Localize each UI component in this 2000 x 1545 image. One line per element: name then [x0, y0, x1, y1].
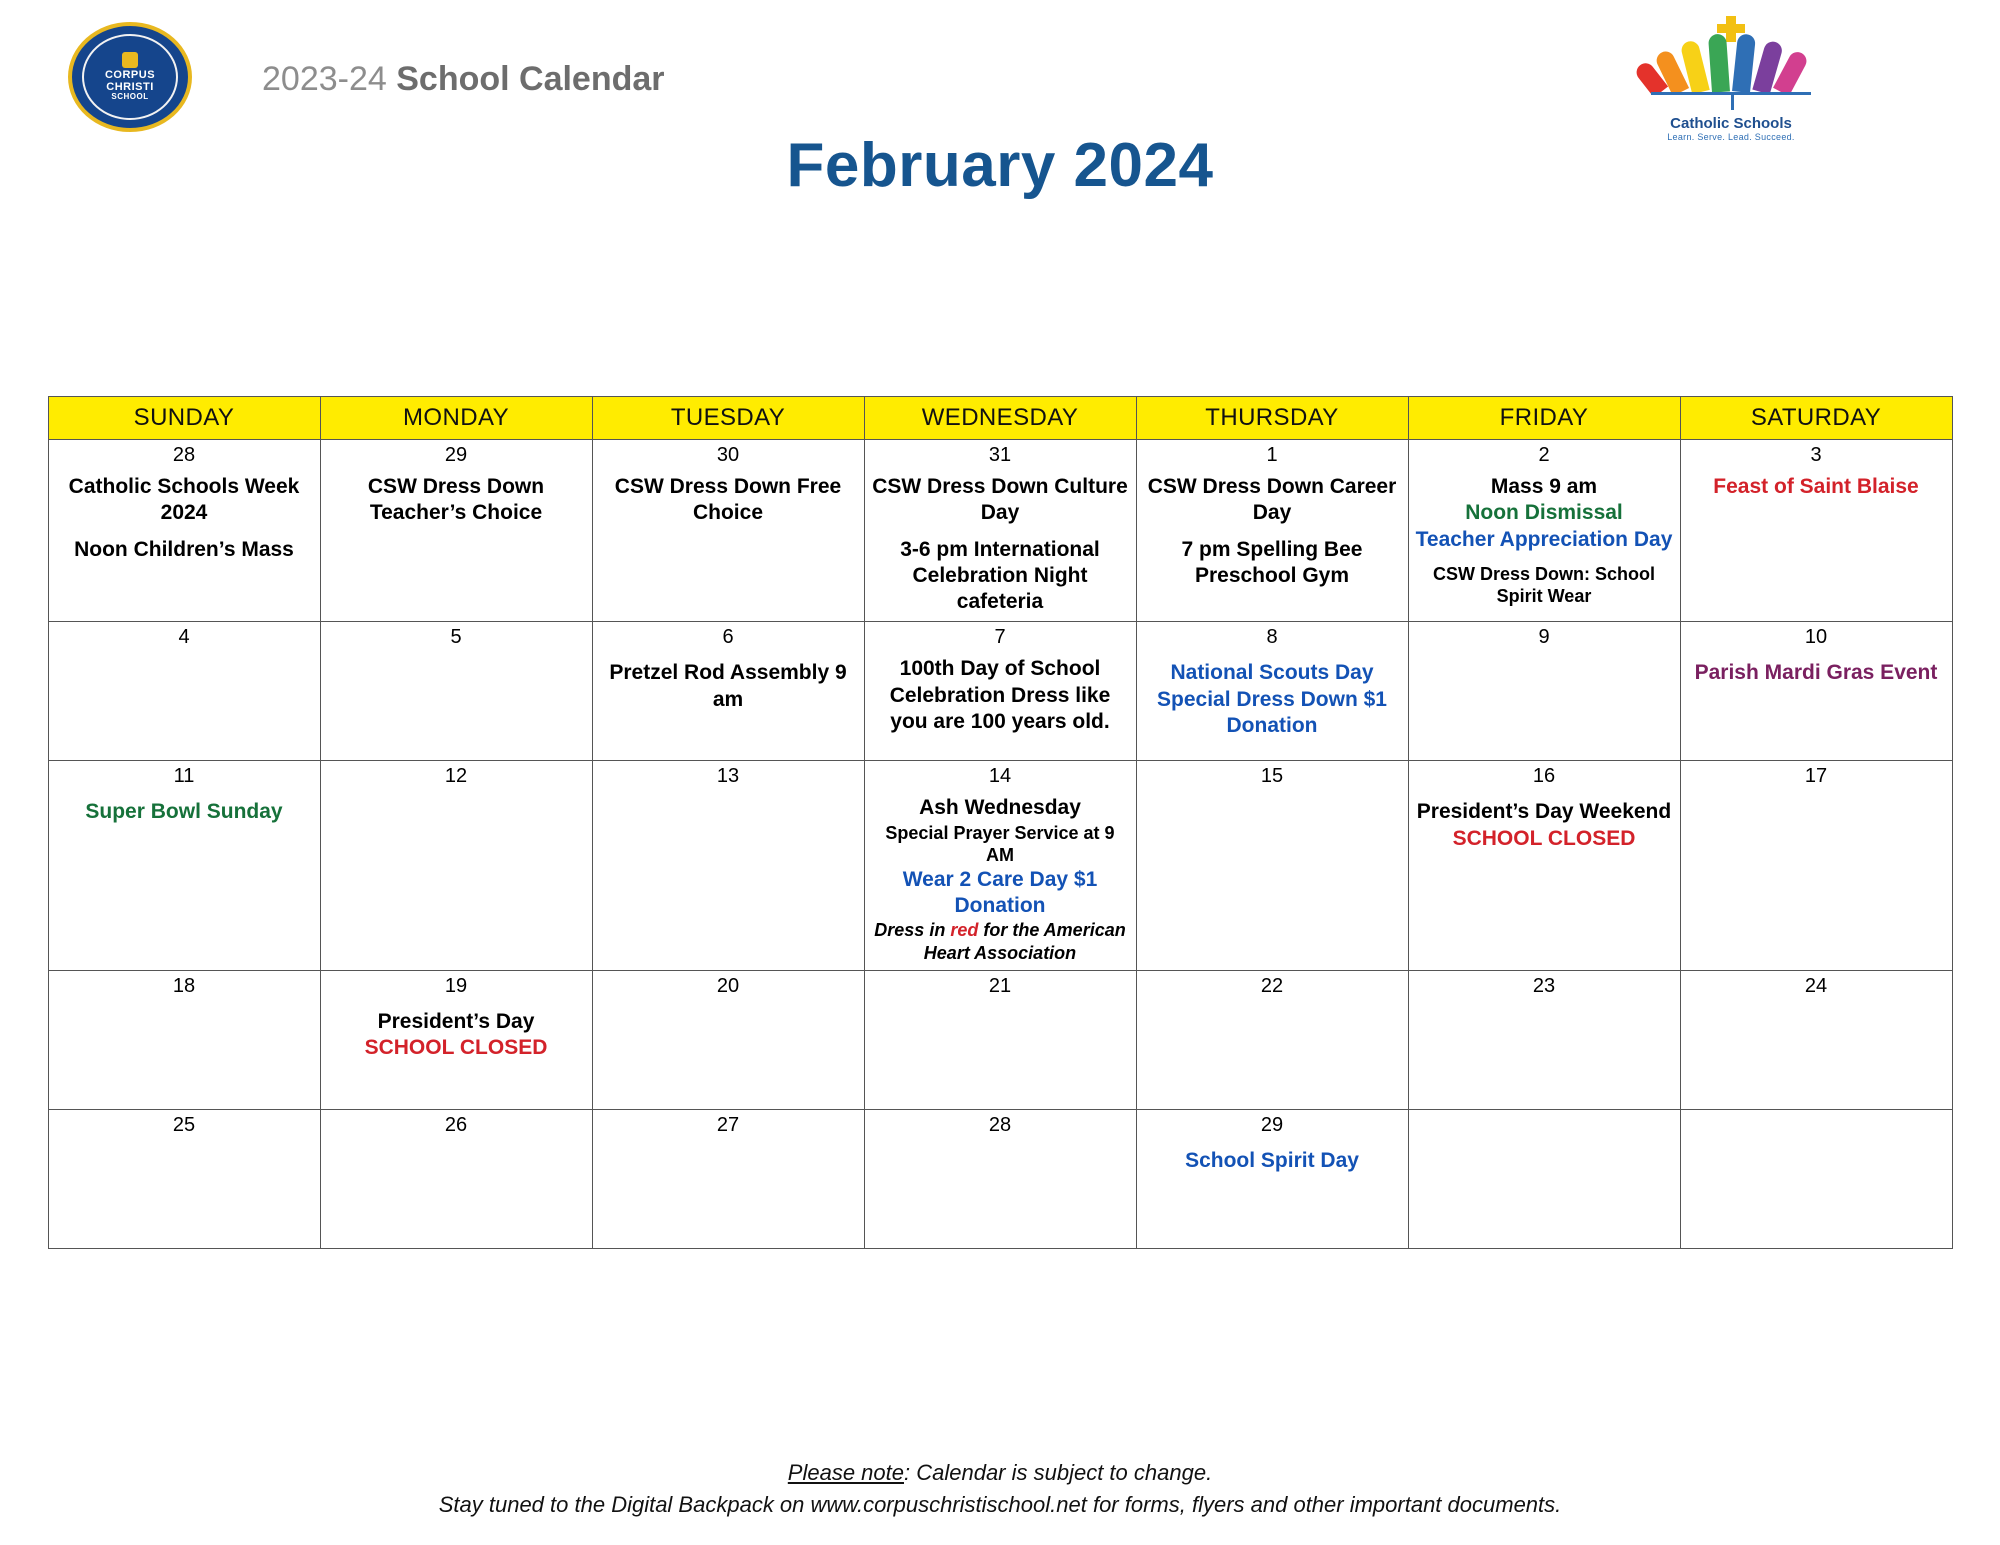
calendar-day-cell[interactable]	[1136, 761, 1408, 971]
day-number: 29	[1260, 1114, 1284, 1136]
calendar-day-cell[interactable]	[320, 440, 592, 622]
day-event: National Scouts Day Special Dress Down $1 Donation	[1157, 661, 1387, 737]
day-event: Teacher Appreciation Day	[1415, 527, 1673, 551]
day-events	[327, 474, 586, 527]
calendar-week-row	[48, 971, 1952, 1110]
day-event: CSW Dress Down Career Day	[1147, 475, 1397, 525]
school-logo-inner	[82, 34, 178, 120]
day-event: Super Bowl Sunday	[85, 800, 283, 824]
day-event	[871, 919, 1130, 964]
crest-icon	[122, 52, 138, 68]
day-event: 7 pm Spelling Bee Preschool Gym	[1181, 537, 1363, 587]
day-number: 18	[172, 975, 196, 997]
school-logo-line-2: CHRISTI	[106, 80, 154, 93]
day-number: 26	[444, 1114, 468, 1136]
day-events	[1143, 1148, 1402, 1174]
weekday-header-saturday: SATURDAY	[1680, 397, 1952, 440]
day-number: 8	[1266, 626, 1278, 649]
calendar-day-cell[interactable]	[1408, 622, 1680, 761]
day-number: 23	[1532, 975, 1556, 997]
catholic-schools-tagline: Learn. Serve. Lead. Succeed.	[1667, 132, 1795, 142]
day-event: Noon Children’s Mass	[74, 537, 294, 561]
calendar-day-cell[interactable]	[592, 622, 864, 761]
day-event: CSW Dress Down: School Spirit Wear	[1432, 563, 1656, 607]
weekday-header-sunday: SUNDAY	[48, 397, 320, 440]
day-events	[1143, 660, 1402, 739]
day-number: 20	[716, 975, 740, 997]
footer-note-label: Please note	[787, 1460, 904, 1486]
calendar-day-cell[interactable]	[1408, 761, 1680, 971]
day-event: Feast of Saint Blaise	[1713, 475, 1919, 498]
calendar-day-cell[interactable]	[1136, 971, 1408, 1110]
calendar-table	[48, 396, 1953, 1249]
day-events	[1143, 474, 1402, 589]
day-event: CSW Dress Down Culture Day	[872, 475, 1128, 525]
day-number: 13	[716, 765, 740, 788]
school-logo	[60, 18, 200, 136]
calendar-day-cell[interactable]	[592, 440, 864, 622]
day-event: Parish Mardi Gras Event	[1694, 661, 1938, 685]
calendar-week-row	[48, 761, 1952, 971]
day-events	[55, 799, 314, 825]
dress-red-prefix: Dress in	[874, 920, 951, 940]
day-number: 27	[716, 1114, 740, 1136]
day-events	[1687, 474, 1946, 500]
calendar-day-cell[interactable]	[1136, 622, 1408, 761]
weekday-header-tuesday: TUESDAY	[592, 397, 864, 440]
day-events	[55, 474, 314, 563]
calendar-day-cell[interactable]	[864, 971, 1136, 1110]
cross-icon	[1726, 16, 1736, 42]
calendar-day-cell[interactable]	[592, 761, 864, 971]
calendar-day-cell[interactable]	[320, 622, 592, 761]
day-number: 11	[173, 765, 195, 788]
day-number: 9	[1538, 626, 1550, 649]
title-year: 2023-24	[262, 60, 397, 98]
day-number: 28	[988, 1114, 1012, 1136]
school-logo-shield	[68, 22, 192, 132]
calendar-day-cell[interactable]	[864, 1110, 1136, 1249]
calendar-body	[48, 440, 1952, 1249]
calendar-day-cell[interactable]	[864, 440, 1136, 622]
calendar-day-cell[interactable]	[48, 622, 320, 761]
calendar-day-cell[interactable]	[1136, 1110, 1408, 1249]
weekday-header-friday: FRIDAY	[1408, 397, 1680, 440]
day-event: 3-6 pm International Celebration Night cafeteria	[900, 537, 1100, 613]
calendar-week-row	[48, 1110, 1952, 1249]
day-number: 3	[1810, 444, 1822, 466]
day-events	[599, 660, 858, 713]
day-number: 10	[1804, 626, 1828, 649]
day-number: 21	[988, 975, 1012, 997]
calendar-day-cell[interactable]	[320, 971, 592, 1110]
footer-line-2: Stay tuned to the Digital Backpack on www.corpuschristischool.net for forms, flyers and other important documents.	[438, 1492, 1562, 1518]
weekday-header-wednesday: WEDNESDAY	[864, 397, 1136, 440]
day-number: 15	[1260, 765, 1284, 788]
footer-line-1	[0, 1457, 2000, 1489]
day-number: 31	[988, 444, 1012, 466]
day-event: CSW Dress Down Teacher’s Choice	[367, 475, 545, 525]
day-events	[871, 795, 1130, 964]
school-logo-line-1: CORPUS	[104, 69, 156, 82]
dress-red-suffix: for the American Heart Association	[923, 920, 1126, 963]
page-header	[24, 0, 1976, 200]
day-number: 6	[722, 626, 734, 649]
calendar-day-cell[interactable]	[1408, 971, 1680, 1110]
weekday-header-thursday: THURSDAY	[1136, 397, 1408, 440]
calendar-day-cell[interactable]	[48, 971, 320, 1110]
calendar-day-cell[interactable]	[48, 1110, 320, 1249]
day-event: President’s Day Weekend	[1416, 800, 1672, 824]
calendar-day-cell[interactable]	[1680, 761, 1952, 971]
day-number	[1415, 1114, 1674, 1138]
day-number: 16	[1532, 765, 1556, 788]
calendar-day-cell[interactable]	[1408, 1110, 1680, 1249]
calendar-day-cell[interactable]	[1680, 971, 1952, 1110]
day-event: Wear 2 Care Day $1 Donation	[902, 867, 1098, 917]
title-rest: School Calendar	[396, 60, 665, 98]
calendar-day-cell[interactable]	[592, 1110, 864, 1249]
calendar-day-cell[interactable]	[1680, 440, 1952, 622]
day-events	[1687, 660, 1946, 686]
dress-red-word: red	[950, 920, 979, 940]
day-number: 4	[178, 626, 190, 649]
day-number: 28	[172, 444, 196, 466]
weekday-header-monday: MONDAY	[320, 397, 592, 440]
calendar-day-cell[interactable]	[1408, 440, 1680, 622]
day-number: 5	[450, 626, 462, 649]
calendar-day-cell[interactable]	[1680, 622, 1952, 761]
day-event: School Spirit Day	[1185, 1149, 1359, 1172]
calendar-week-row	[48, 440, 1952, 622]
day-event: SCHOOL CLOSED	[364, 1036, 548, 1060]
calendar-day-cell[interactable]	[592, 971, 864, 1110]
day-event: Noon Dismissal	[1465, 501, 1623, 525]
calendar-day-cell[interactable]	[864, 622, 1136, 761]
day-number: 29	[444, 444, 468, 466]
day-number: 7	[994, 626, 1006, 649]
day-event: Special Prayer Service at 9 AM	[885, 822, 1115, 865]
day-event: Mass 9 am	[1490, 475, 1598, 498]
day-number: 12	[444, 765, 468, 788]
school-logo-line-3: SCHOOL	[111, 92, 149, 102]
calendar-day-cell[interactable]	[48, 440, 320, 622]
calendar-day-cell[interactable]	[320, 761, 592, 971]
calendar-day-cell[interactable]	[320, 1110, 592, 1249]
calendar-day-cell[interactable]	[864, 761, 1136, 971]
calendar-header-row	[48, 397, 1952, 440]
day-number: 30	[716, 444, 740, 466]
day-events	[871, 474, 1130, 615]
rainbow-fan-icon	[1646, 20, 1816, 92]
day-number: 1	[1266, 444, 1278, 466]
day-events	[327, 1009, 586, 1062]
day-number: 2	[1538, 444, 1550, 466]
page-title	[262, 60, 665, 99]
day-number: 24	[1804, 975, 1828, 997]
day-number: 17	[1804, 765, 1828, 788]
month-title: February 2024	[786, 131, 1214, 200]
calendar-day-cell[interactable]	[1136, 440, 1408, 622]
catholic-schools-logo	[1636, 20, 1826, 140]
footer-note-rest: : Calendar is subject to change.	[904, 1460, 1213, 1486]
day-event: President’s Day	[377, 1010, 535, 1033]
day-number: 19	[444, 975, 468, 997]
footer-note	[0, 1457, 2000, 1521]
day-event: SCHOOL CLOSED	[1452, 826, 1636, 850]
calendar-day-cell[interactable]	[1680, 1110, 1952, 1249]
day-event: CSW Dress Down Free Choice	[614, 475, 842, 525]
day-number: 25	[172, 1114, 196, 1136]
open-book-icon	[1651, 92, 1811, 113]
day-number: 14	[988, 765, 1012, 788]
day-event: Catholic Schools Week 2024	[68, 475, 300, 525]
day-events	[1415, 474, 1674, 608]
day-event: Pretzel Rod Assembly 9 am	[609, 661, 847, 711]
day-event: 100th Day of School Celebration Dress like you are 100 years old.	[889, 657, 1111, 733]
day-event: Ash Wednesday	[919, 796, 1081, 820]
calendar-week-row	[48, 622, 1952, 761]
day-number	[1687, 1114, 1946, 1138]
day-events	[1415, 799, 1674, 852]
day-events	[599, 474, 858, 527]
day-events	[871, 656, 1130, 735]
day-number: 22	[1260, 975, 1284, 997]
calendar-day-cell[interactable]	[48, 761, 320, 971]
catholic-schools-name: Catholic Schools	[1670, 115, 1792, 132]
